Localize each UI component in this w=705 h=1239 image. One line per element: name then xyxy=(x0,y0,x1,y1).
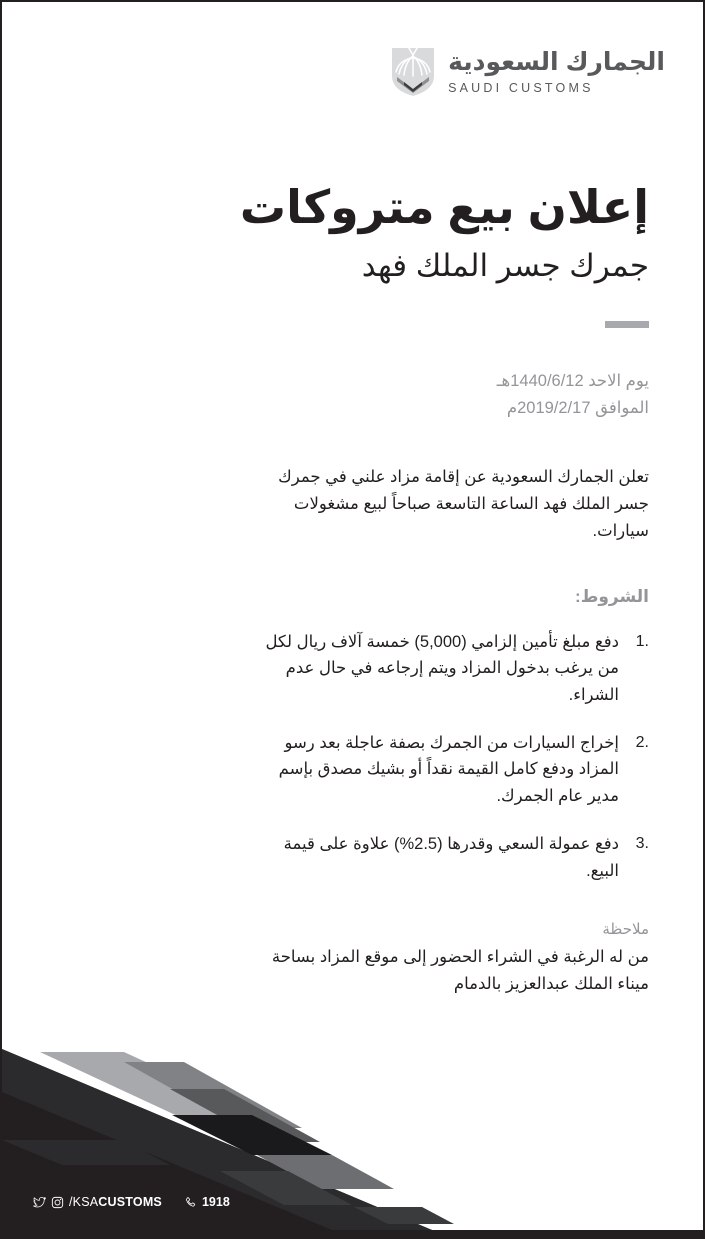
list-item-text: دفع مبلغ تأمين إلزامي (5,000) خمسة آلاف ريال لكل من يرغب بدخول المزاد ويتم إرجاعه في حال عدم الشراء. xyxy=(265,632,619,705)
terms-heading: الشروط: xyxy=(575,586,649,606)
page-title: إعلان بيع متروكات xyxy=(239,181,649,233)
logo-wordmark xyxy=(448,47,665,95)
intro-paragraph: تعلن الجمارك السعودية عن إقامة مزاد علني في جمرك جسر الملك فهد الساعة التاسعة صباحاً لبيع مشغولات سيارات. xyxy=(278,468,649,540)
list-item-number: 2. xyxy=(635,733,649,751)
note-text: من له الرغبة في الشراء الحضور إلى موقع المزاد بساحة ميناء الملك عبدالعزيز بالدمام xyxy=(271,948,649,994)
social-handle-prefix: /KSA xyxy=(69,1195,99,1209)
dateline-gregorian: الموافق 2019/2/17م xyxy=(506,398,649,417)
social-handle-group[interactable] xyxy=(33,1195,162,1209)
phone-group[interactable] xyxy=(184,1195,230,1209)
social-handle-bold: CUSTOMS xyxy=(98,1195,162,1209)
dateline-block xyxy=(249,368,649,421)
content-column xyxy=(249,368,649,998)
instagram-icon[interactable] xyxy=(51,1196,64,1209)
note-heading: ملاحظة xyxy=(602,921,649,939)
list-item xyxy=(249,730,649,810)
list-item xyxy=(249,831,649,884)
list-item-text: دفع عمولة السعي وقدرها (2.5%) علاوة على قيمة البيع. xyxy=(283,834,619,880)
list-item-number: 1. xyxy=(635,632,649,650)
footer-bar xyxy=(33,1195,230,1209)
list-item-number: 3. xyxy=(635,834,649,852)
list-item xyxy=(249,629,649,709)
headline-block xyxy=(49,180,649,287)
twitter-bird-icon[interactable] xyxy=(33,1196,46,1209)
terms-list xyxy=(249,629,649,885)
phone-handset-icon[interactable] xyxy=(184,1196,197,1209)
logo-english-text: SAUDI CUSTOMS xyxy=(448,80,594,95)
page-subtitle: جمرك جسر الملك فهد xyxy=(361,248,649,284)
dateline-hijri: يوم الاحد 1440/6/12هـ xyxy=(496,372,649,390)
logo-arabic-text: الجمارك السعودية xyxy=(448,47,665,76)
title-divider-rule xyxy=(605,321,649,328)
list-item-text: إخراج السيارات من الجمرك بصفة عاجلة بعد رسو المزاد ودفع كامل القيمة نقداً أو بشيك مصدق بإسم مدير عام الجمرك. xyxy=(278,733,619,806)
phone-number-text[interactable]: 1918 xyxy=(201,1195,230,1209)
saudi-customs-logo xyxy=(390,46,665,98)
saudi-customs-palm-shield-icon xyxy=(390,46,436,98)
social-handle-text[interactable] xyxy=(69,1195,162,1209)
